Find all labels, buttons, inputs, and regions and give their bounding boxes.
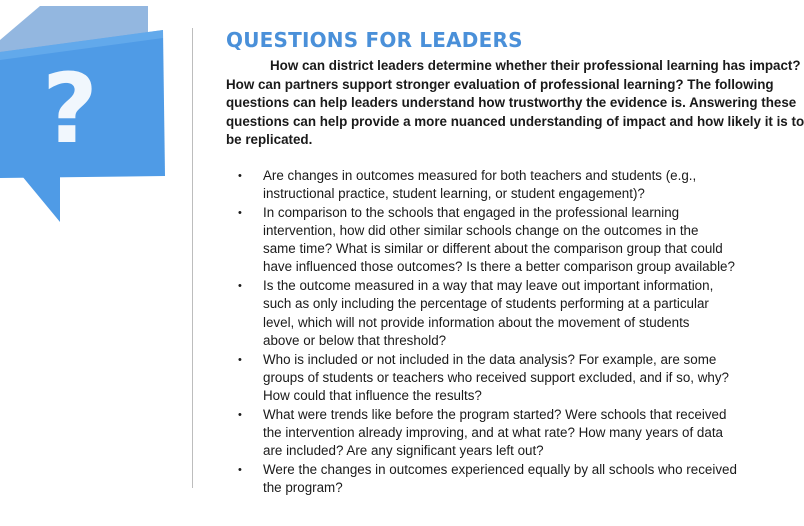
question-item [238, 277, 738, 350]
question-line: the program? [263, 479, 343, 495]
question-item [238, 167, 738, 203]
bullet-icon: • [238, 463, 242, 476]
main-content [226, 28, 804, 498]
question-line: Are changes in outcomes measured for both teachers and students (e.g., [263, 167, 697, 183]
intro-paragraph [226, 57, 804, 150]
bullet-icon: • [238, 169, 242, 182]
question-line: same time? What is similar or different about the comparison group that could [263, 241, 723, 257]
question-item [238, 461, 738, 497]
question-line: How could that influence the results? [263, 387, 482, 403]
intro-line: questions can help provide a more nuanced understanding of impact and how likely it is to [226, 113, 804, 129]
question-item [238, 406, 738, 461]
intro-line: questions can help leaders understand how trustworthy the evidence is. Answering these [226, 95, 797, 111]
column-divider [192, 28, 193, 488]
question-line: are included? Are any significant years left out? [263, 443, 544, 459]
question-line: What were trends like before the program started? Were schools that received [263, 406, 727, 422]
question-line: Who is included or not included in the data analysis? For example, are some [263, 351, 717, 367]
bullet-icon: • [238, 408, 242, 421]
question-line: have influenced those outcomes? Is there a better comparison group available? [263, 259, 735, 275]
bullet-icon: • [238, 206, 242, 219]
question-line: In comparison to the schools that engaged in the professional learning [263, 204, 680, 220]
intro-line: be replicated. [226, 132, 313, 148]
question-line: such as only including the percentage of students performing at a particular [263, 296, 709, 312]
question-line: Were the changes in outcomes experienced equally by all schools who received [263, 461, 737, 477]
bullet-icon: • [238, 353, 242, 366]
question-line: Is the outcome measured in a way that may leave out important information, [263, 278, 714, 294]
question-item [238, 204, 738, 277]
questions-list [238, 167, 738, 497]
question-line: groups of students or teachers who received support excluded, and if so, why? [263, 369, 729, 385]
question-line: level, which will not provide information about the movement of students [263, 314, 690, 330]
question-glyph: ? [42, 53, 98, 165]
question-item [238, 351, 738, 406]
question-line: intervention, how did other similar schools change on the outcomes in the [263, 223, 699, 239]
question-line: the intervention already improving, and at what rate? How many years of data [263, 424, 723, 440]
intro-line: How can partners support stronger evaluation of professional learning? The following [226, 76, 774, 92]
question-mark-speech-bubble-icon [0, 0, 175, 230]
bullet-icon: • [238, 280, 242, 293]
question-line: above or below that threshold? [263, 332, 447, 348]
question-line: instructional practice, student learning, or student engagement)? [263, 186, 645, 202]
bubble-tail-shape [22, 176, 60, 222]
question-mark-speech-bubble [0, 0, 175, 230]
page-title: QUESTIONS FOR LEADERS [226, 28, 523, 52]
intro-line: How can district leaders determine whether their professional learning has impact? [270, 58, 801, 73]
